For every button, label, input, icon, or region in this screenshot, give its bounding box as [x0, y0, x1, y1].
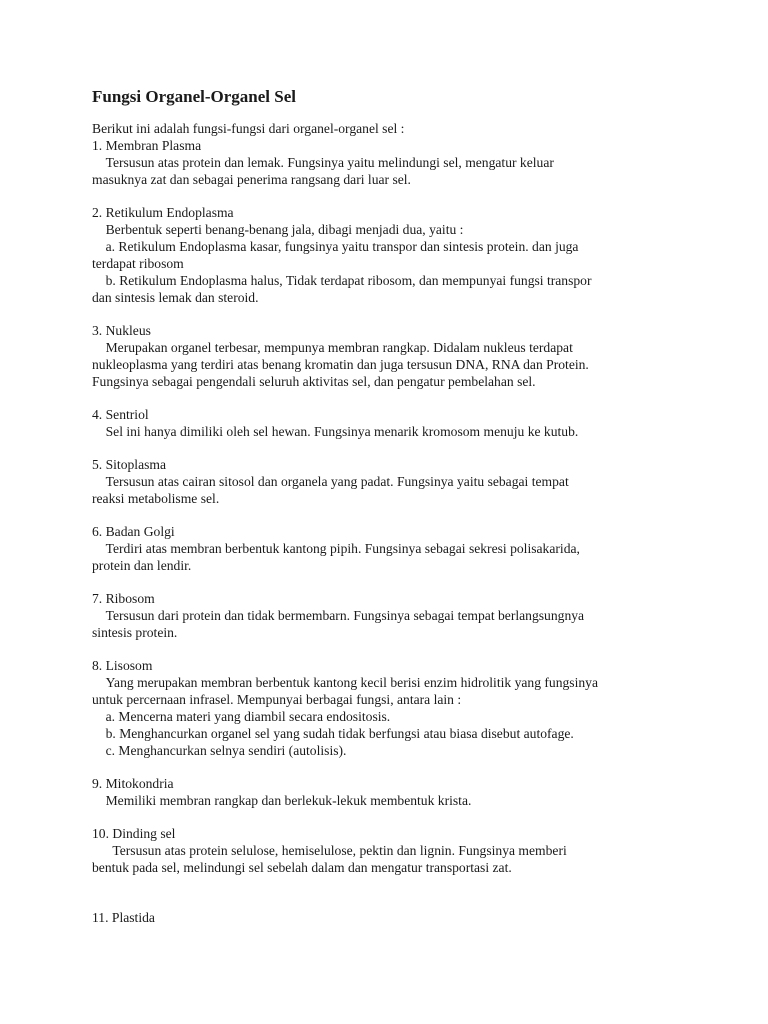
section-heading: 2. Retikulum Endoplasma — [92, 205, 234, 220]
section-heading: 1. Membran Plasma — [92, 138, 202, 153]
section-heading: 7. Ribosom — [92, 591, 155, 606]
section-text-line: reaksi metabolisme sel. — [92, 491, 220, 506]
section-text-line: b. Menghancurkan organel sel yang sudah tidak berfungsi atau biasa disebut autofage. — [92, 726, 574, 741]
section — [92, 523, 682, 574]
section-gap — [92, 641, 682, 657]
section-gap — [92, 390, 682, 406]
section-heading: 10. Dinding sel — [92, 826, 176, 841]
section-heading: 8. Lisosom — [92, 658, 153, 673]
section-heading: 6. Badan Golgi — [92, 524, 175, 539]
section-gap — [92, 809, 682, 825]
section-text-line: terdapat ribosom — [92, 256, 184, 271]
section-text-line: Tersusun atas cairan sitosol dan organela yang padat. Fungsinya yaitu sebagai tempat — [92, 474, 569, 489]
section — [92, 657, 682, 759]
section-text-line: bentuk pada sel, melindungi sel sebelah dalam dan mengatur transportasi zat. — [92, 860, 512, 875]
section — [92, 909, 682, 926]
section-text-line: a. Retikulum Endoplasma kasar, fungsinya yaitu transpor dan sintesis protein. dan juga — [92, 239, 579, 254]
section — [92, 775, 682, 809]
section-gap — [92, 306, 682, 322]
section-text-line: Memiliki membran rangkap dan berlekuk-lekuk membentuk krista. — [92, 793, 472, 808]
section-text-line: protein dan lendir. — [92, 558, 192, 573]
section-text-line: Tersusun dari protein dan tidak bermembarn. Fungsinya sebagai tempat berlangsungnya — [92, 608, 585, 623]
section-text-line: Berbentuk seperti benang-benang jala, dibagi menjadi dua, yaitu : — [92, 222, 464, 237]
section — [92, 137, 682, 188]
section-text-line: a. Mencerna materi yang diambil secara endositosis. — [92, 709, 391, 724]
document-page — [92, 86, 682, 926]
intro-text: Berikut ini adalah fungsi-fungsi dari organel-organel sel : — [92, 121, 405, 136]
section-text-line: sintesis protein. — [92, 625, 178, 640]
section-gap — [92, 188, 682, 204]
section-heading: 9. Mitokondria — [92, 776, 174, 791]
section-gap — [92, 876, 682, 909]
sections-container — [92, 137, 682, 926]
section — [92, 590, 682, 641]
section-heading: 11. Plastida — [92, 910, 155, 925]
section — [92, 204, 682, 306]
section-gap — [92, 507, 682, 523]
section-text-line: Tersusun atas protein selulose, hemiselulose, pektin dan lignin. Fungsinya memberi — [92, 843, 567, 858]
section-heading: 5. Sitoplasma — [92, 457, 167, 472]
section-gap — [92, 759, 682, 775]
section — [92, 406, 682, 440]
section-text-line: b. Retikulum Endoplasma halus, Tidak terdapat ribosom, dan mempunyai fungsi transpor — [92, 273, 592, 288]
section-heading: 3. Nukleus — [92, 323, 151, 338]
section-gap — [92, 574, 682, 590]
document-title: Fungsi Organel-Organel Sel — [92, 87, 296, 106]
section — [92, 456, 682, 507]
section-text-line: masuknya zat dan sebagai penerima rangsang dari luar sel. — [92, 172, 411, 187]
section-text-line: dan sintesis lemak dan steroid. — [92, 290, 259, 305]
section — [92, 322, 682, 390]
section-text-line: Merupakan organel terbesar, mempunya membran rangkap. Didalam nukleus terdapat — [92, 340, 573, 355]
section-text-line: Terdiri atas membran berbentuk kantong pipih. Fungsinya sebagai sekresi polisakarida, — [92, 541, 580, 556]
section-text-line: nukleoplasma yang terdiri atas benang kromatin dan juga tersusun DNA, RNA dan Protein. — [92, 357, 589, 372]
section-text-line: Yang merupakan membran berbentuk kantong kecil berisi enzim hidrolitik yang fungsinya — [92, 675, 599, 690]
section-text-line: Sel ini hanya dimiliki oleh sel hewan. Fungsinya menarik kromosom menuju ke kutub. — [92, 424, 579, 439]
section-heading: 4. Sentriol — [92, 407, 149, 422]
section-text-line: c. Menghancurkan selnya sendiri (autolisis). — [92, 743, 347, 758]
section-gap — [92, 440, 682, 456]
section-text-line: untuk percernaan infrasel. Mempunyai berbagai fungsi, antara lain : — [92, 692, 462, 707]
section-text-line: Fungsinya sebagai pengendali seluruh aktivitas sel, dan pengatur pembelahan sel. — [92, 374, 536, 389]
section-text-line: Tersusun atas protein dan lemak. Fungsinya yaitu melindungi sel, mengatur keluar — [92, 155, 554, 170]
section — [92, 825, 682, 876]
